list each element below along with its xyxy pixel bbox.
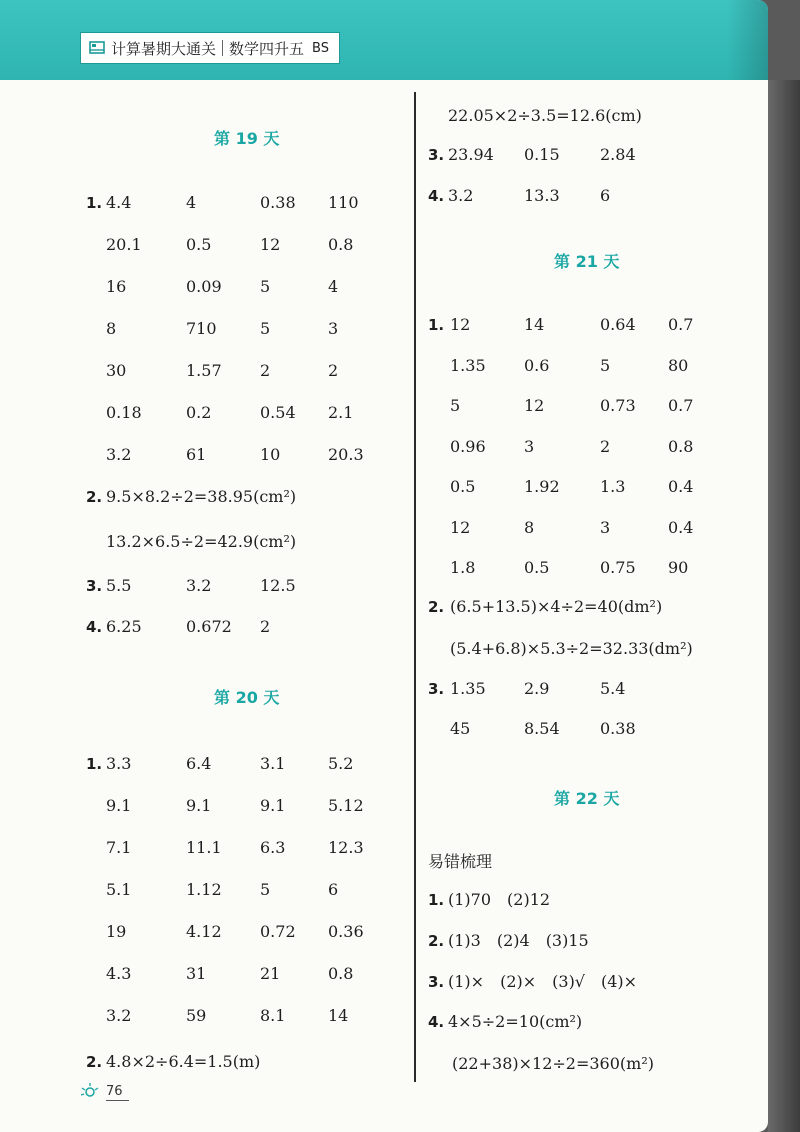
day19-q1-cell: 4.4 xyxy=(106,193,132,212)
day19-q1-cell: 16 xyxy=(106,277,127,296)
day21-q1-cell: 12 xyxy=(450,517,471,537)
continued-line: 22.05×2÷3.5=12.6(cm) xyxy=(448,106,642,125)
day20-q1-cell: 1.12 xyxy=(186,880,222,899)
day19-q1-cell: 10 xyxy=(260,445,281,464)
day19-q1-cell: 61 xyxy=(186,445,207,464)
day19-q1-cell: 0.2 xyxy=(186,403,212,422)
day19-q4-value: 0.672 xyxy=(186,617,232,636)
day19-q2-line2: 13.2×6.5÷2=42.9(cm²) xyxy=(106,532,297,551)
sun-icon xyxy=(80,1082,102,1102)
day21-q1-cell: 0.5 xyxy=(524,558,550,577)
day19-q1-cell: 0.18 xyxy=(106,403,142,422)
day20-q1-cell: 3.2 xyxy=(106,1006,132,1025)
day20-q2-line: 4.8×2÷6.4=1.5(m) xyxy=(106,1052,261,1071)
book-tab xyxy=(80,32,340,64)
day21-q1-cell: 0.96 xyxy=(450,436,486,456)
day20-q1-cell: 14 xyxy=(328,1006,349,1025)
day20-q1-cell: 4.3 xyxy=(106,964,132,983)
day19-q3-value: 12.5 xyxy=(260,576,296,595)
day20-q1-cell: 0.8 xyxy=(328,964,354,983)
day20-q1-cell: 31 xyxy=(186,964,207,983)
day21-q1-cell: 8 xyxy=(524,517,535,537)
day20-q1-cell: 6.3 xyxy=(260,838,286,857)
day22-title: 第 22 天 xyxy=(554,789,620,808)
day21-q1-cell: 0.8 xyxy=(668,436,694,456)
day21-q1-cell: 0.75 xyxy=(600,558,636,577)
day20-q2-label: 2. xyxy=(86,1053,103,1071)
day20-q1-cell: 5.1 xyxy=(106,880,132,899)
column-divider xyxy=(414,92,416,1082)
day19-q1-cell: 2 xyxy=(260,361,271,380)
day21-q1-cell: 3 xyxy=(524,436,535,456)
day19-q1-cell: 1.57 xyxy=(186,361,222,380)
day21-q1-cell: 3 xyxy=(600,517,611,537)
day21-q1-label: 1. xyxy=(428,316,445,334)
q4-value: 6 xyxy=(600,186,611,205)
book-icon xyxy=(89,41,105,55)
day19-q1-cell: 2 xyxy=(328,361,339,380)
day21-q1-cell: 90 xyxy=(668,558,689,577)
day21-q2-line1: (6.5+13.5)×4÷2=40(dm²) xyxy=(450,597,663,616)
day20-q1-cell: 0.72 xyxy=(260,922,296,941)
day21-q3-cell: 1.35 xyxy=(450,679,486,698)
day21-title: 第 21 天 xyxy=(554,252,620,271)
day21-q3-cell: 5.4 xyxy=(600,679,626,698)
day19-q1-cell: 20.3 xyxy=(328,445,364,464)
day22-item-label: 1. xyxy=(428,891,445,909)
day21-q1-cell: 1.35 xyxy=(450,355,486,375)
day20-q1-cell: 12.3 xyxy=(328,838,364,857)
page-number: 76 xyxy=(106,1084,129,1101)
day19-q2-label: 2. xyxy=(86,488,103,506)
day19-q1-cell: 3.2 xyxy=(106,445,132,464)
q3-label: 3. xyxy=(428,146,445,164)
day21-q1-cell: 5 xyxy=(450,396,461,415)
q4-value: 3.2 xyxy=(448,186,474,205)
edition-label: BS xyxy=(312,40,329,56)
day20-q1-cell: 5 xyxy=(260,880,271,899)
day20-q1-cell: 59 xyxy=(186,1006,207,1025)
day22-item-text: (1)× (2)× (3)√ (4)× xyxy=(448,972,638,991)
q3-value: 23.94 xyxy=(448,145,494,164)
day21-q1-cell: 14 xyxy=(524,315,545,334)
day21-q3-cell: 45 xyxy=(450,719,471,738)
q4-label: 4. xyxy=(428,187,445,205)
day20-q1-cell: 4.12 xyxy=(186,922,222,941)
day21-q1-cell: 0.7 xyxy=(668,396,694,415)
day20-q1-cell: 8.1 xyxy=(260,1006,286,1025)
day21-q1-cell: 1.92 xyxy=(524,477,560,496)
day22-item-label: 4. xyxy=(428,1013,445,1031)
day22-item-label: 3. xyxy=(428,973,445,991)
day19-q1-cell: 0.38 xyxy=(260,193,296,212)
day21-q1-cell: 1.8 xyxy=(450,558,476,577)
day19-q1-cell: 110 xyxy=(328,193,359,212)
day21-q1-cell: 5 xyxy=(600,355,611,375)
day19-q1-cell: 8 xyxy=(106,319,117,338)
day20-q1-cell: 21 xyxy=(260,964,281,983)
day22-extra-line: (22+38)×12÷2=360(m²) xyxy=(452,1054,654,1073)
section-label: 易错梳理 xyxy=(428,852,493,871)
day19-q1-cell: 12 xyxy=(260,235,281,254)
day21-q1-cell: 1.3 xyxy=(600,477,626,496)
day21-q1-cell: 0.64 xyxy=(600,315,636,334)
day19-q4-value: 6.25 xyxy=(106,617,142,636)
day19-q1-label: 1. xyxy=(86,194,103,212)
day19-q1-cell: 3 xyxy=(328,319,339,338)
footer xyxy=(80,1082,129,1102)
day19-q1-cell: 710 xyxy=(186,319,217,338)
day21-q1-cell: 12 xyxy=(450,315,471,334)
day21-q1-cell: 0.4 xyxy=(668,477,694,496)
day19-q1-cell: 4 xyxy=(186,193,197,212)
day22-item-text: (1)3 (2)4 (3)15 xyxy=(448,931,589,950)
day19-q1-cell: 0.54 xyxy=(260,403,296,422)
day19-q2-line1: 9.5×8.2÷2=38.95(cm²) xyxy=(106,487,297,506)
day21-q1-cell: 0.6 xyxy=(524,355,550,375)
day20-q1-cell: 5.2 xyxy=(328,754,354,773)
day21-q1-cell: 12 xyxy=(524,396,545,415)
day21-q1-cell: 2 xyxy=(600,436,611,456)
day20-q1-cell: 3.1 xyxy=(260,754,286,773)
day20-q1-cell: 6 xyxy=(328,880,339,899)
day19-q1-cell: 0.09 xyxy=(186,277,222,296)
day20-q1-cell: 0.36 xyxy=(328,922,364,941)
q3-value: 0.15 xyxy=(524,145,560,164)
day21-q2-label: 2. xyxy=(428,598,445,616)
day20-q1-cell: 19 xyxy=(106,922,127,941)
day19-q1-cell: 5 xyxy=(260,277,271,296)
day19-q3-value: 5.5 xyxy=(106,576,132,595)
day20-q1-cell: 7.1 xyxy=(106,838,132,857)
day21-q1-cell: 80 xyxy=(668,355,689,375)
day21-q3-cell: 8.54 xyxy=(524,719,560,738)
day19-q1-cell: 0.8 xyxy=(328,235,354,254)
day19-q1-cell: 4 xyxy=(328,277,339,296)
day22-item-text: (1)70 (2)12 xyxy=(448,890,551,909)
day21-q1-cell: 0.73 xyxy=(600,396,636,415)
day21-q2-line2: (5.4+6.8)×5.3÷2=32.33(dm²) xyxy=(450,639,693,658)
day19-title: 第 19 天 xyxy=(214,129,280,148)
day19-q3-value: 3.2 xyxy=(186,576,212,595)
day21-q1-cell: 0.4 xyxy=(668,517,694,537)
book-title: 计算暑期大通关 xyxy=(111,39,217,58)
day19-q1-cell: 20.1 xyxy=(106,235,142,254)
day19-q1-cell: 5 xyxy=(260,319,271,338)
day21-q1-cell: 0.5 xyxy=(450,477,476,496)
day19-q1-cell: 0.5 xyxy=(186,235,212,254)
day21-q1-cell: 0.7 xyxy=(668,315,694,334)
q4-value: 13.3 xyxy=(524,186,560,205)
subject-label: 数学四升五 xyxy=(229,39,305,58)
day20-q1-cell: 5.12 xyxy=(328,796,364,815)
day20-q1-cell: 9.1 xyxy=(186,796,212,815)
day20-title: 第 20 天 xyxy=(214,688,280,707)
day21-q3-cell: 0.38 xyxy=(600,719,636,738)
day20-q1-cell: 9.1 xyxy=(106,796,132,815)
day20-q1-cell: 3.3 xyxy=(106,754,132,773)
q3-value: 2.84 xyxy=(600,145,636,164)
day19-q1-cell: 2.1 xyxy=(328,403,354,422)
day19-q3-label: 3. xyxy=(86,577,103,595)
day22-item-text: 4×5÷2=10(cm²) xyxy=(448,1012,583,1031)
day20-q1-cell: 6.4 xyxy=(186,754,212,773)
day20-q1-label: 1. xyxy=(86,755,103,773)
day20-q1-cell: 9.1 xyxy=(260,796,286,815)
day20-q1-cell: 11.1 xyxy=(186,838,222,857)
day19-q1-cell: 30 xyxy=(106,361,127,380)
day21-q3-cell: 2.9 xyxy=(524,679,550,698)
day21-q3-label: 3. xyxy=(428,680,445,698)
day19-q4-value: 2 xyxy=(260,617,271,636)
page-edge-shadow xyxy=(768,80,800,1132)
day19-q4-label: 4. xyxy=(86,618,103,636)
header-band xyxy=(0,0,768,80)
day22-item-label: 2. xyxy=(428,932,445,950)
